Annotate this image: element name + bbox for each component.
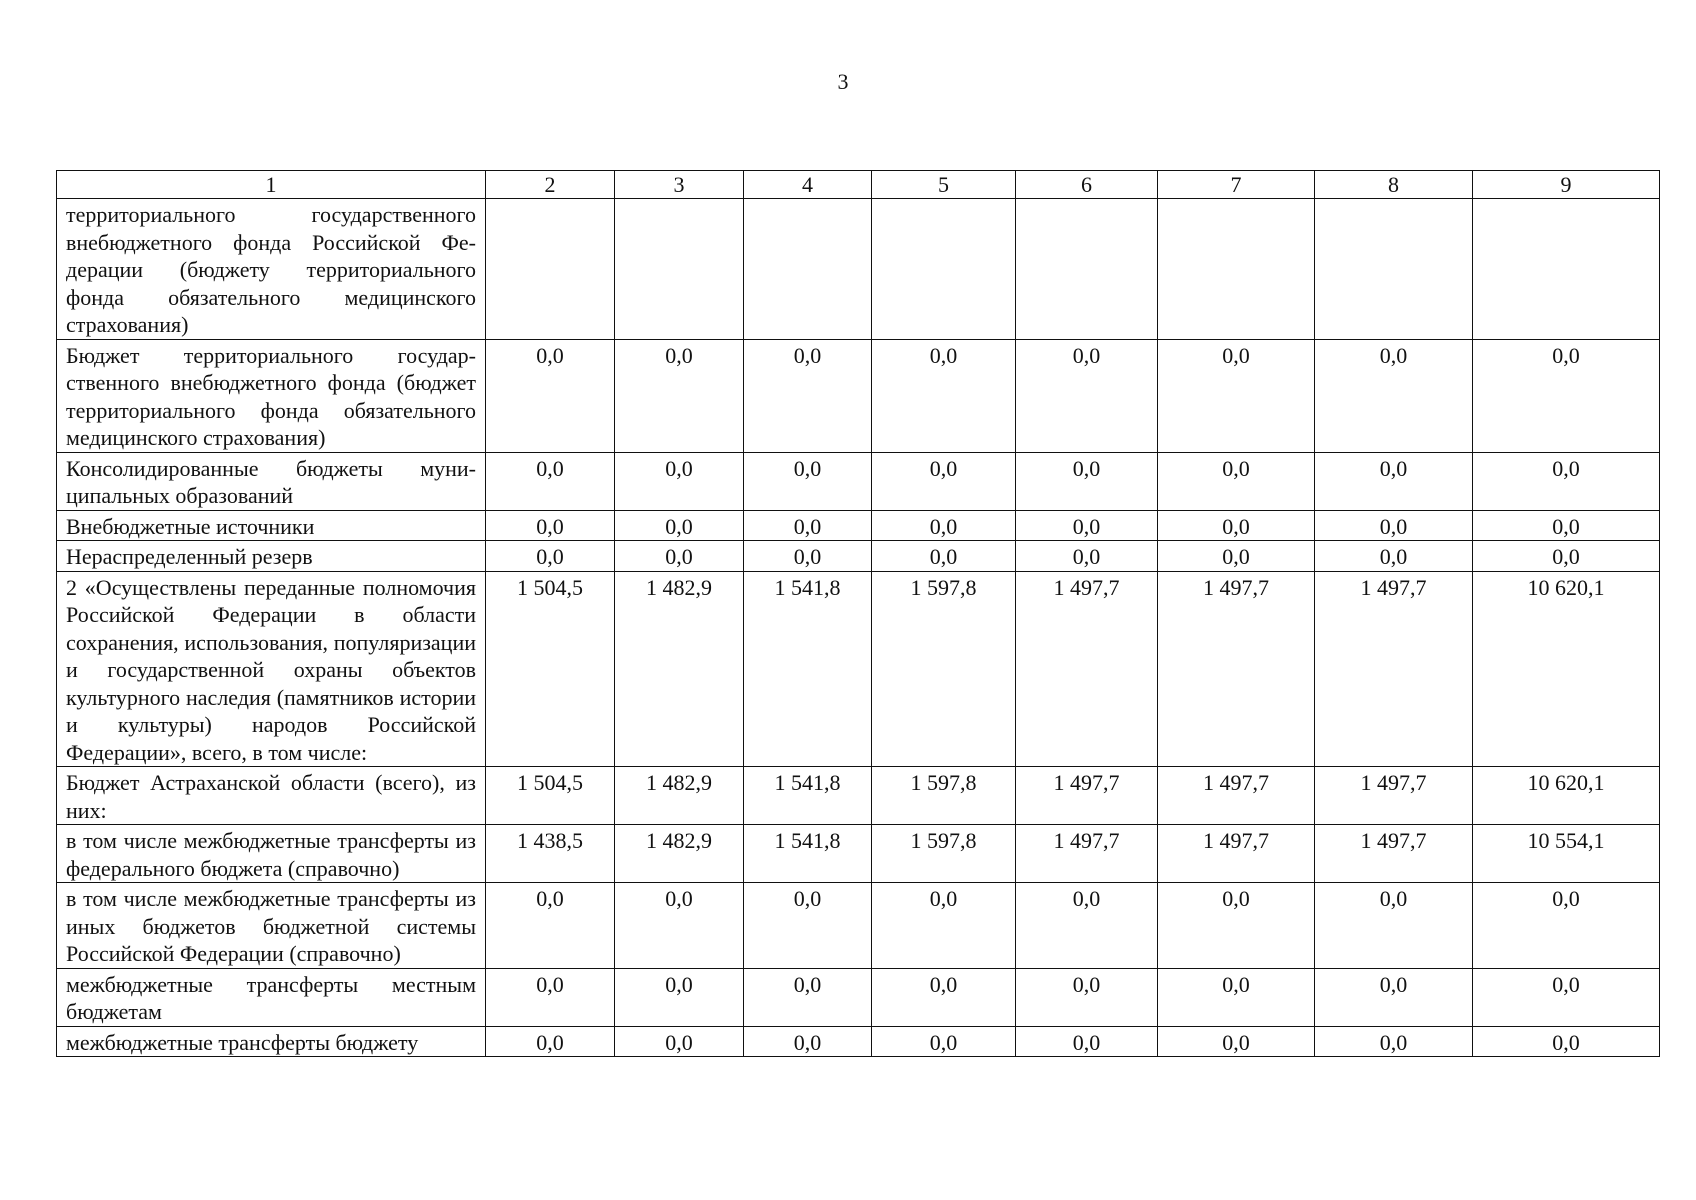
value-cell: 0,0 — [1473, 541, 1660, 572]
value-cell: 1 541,8 — [744, 825, 872, 883]
value-cell: 0,0 — [744, 883, 872, 969]
table-row — [57, 541, 1660, 572]
column-header: 1 — [57, 171, 486, 199]
value-cell: 0,0 — [615, 883, 744, 969]
column-header: 4 — [744, 171, 872, 199]
table-row — [57, 452, 1660, 510]
column-header: 6 — [1016, 171, 1158, 199]
value-cell: 1 482,9 — [615, 825, 744, 883]
table-row — [57, 571, 1660, 767]
row-label: межбюджетные трансферты бюджету — [57, 1026, 486, 1057]
value-cell: 0,0 — [1473, 1026, 1660, 1057]
value-cell: 0,0 — [1315, 1026, 1473, 1057]
table-row — [57, 1026, 1660, 1057]
value-cell: 10 620,1 — [1473, 571, 1660, 767]
row-label: Консолидированные бюджеты муниципальных образований — [57, 452, 486, 510]
value-cell: 0,0 — [1315, 968, 1473, 1026]
value-cell: 0,0 — [1315, 339, 1473, 452]
value-cell: 1 497,7 — [1315, 825, 1473, 883]
value-cell: 1 597,8 — [872, 571, 1016, 767]
row-label: 2 «Осуществлены переданные полномочия Российской Федерации в области сохранения, использования, популяризации и государственной охраны объектов культурного наследия (памятников истории и культуры) народов Российской Федерации», всего, в том числе: — [57, 571, 486, 767]
value-cell: 0,0 — [486, 883, 615, 969]
value-cell: 1 497,7 — [1158, 825, 1315, 883]
column-header: 3 — [615, 171, 744, 199]
value-cell: 0,0 — [872, 541, 1016, 572]
value-cell: 0,0 — [872, 452, 1016, 510]
value-cell: 1 541,8 — [744, 767, 872, 825]
value-cell: 0,0 — [872, 1026, 1016, 1057]
table-row — [57, 510, 1660, 541]
value-cell: 1 482,9 — [615, 571, 744, 767]
table-row — [57, 825, 1660, 883]
row-label: Бюджет Астраханской области (всего), из них: — [57, 767, 486, 825]
value-cell: 0,0 — [1016, 968, 1158, 1026]
value-cell: 1 438,5 — [486, 825, 615, 883]
value-cell: 10 620,1 — [1473, 767, 1660, 825]
value-cell — [1315, 199, 1473, 340]
table-header-row — [57, 171, 1660, 199]
value-cell: 0,0 — [1315, 452, 1473, 510]
value-cell: 1 497,7 — [1016, 767, 1158, 825]
column-header: 2 — [486, 171, 615, 199]
value-cell: 0,0 — [1016, 883, 1158, 969]
value-cell: 0,0 — [1158, 339, 1315, 452]
value-cell: 0,0 — [486, 1026, 615, 1057]
column-header: 7 — [1158, 171, 1315, 199]
value-cell: 0,0 — [872, 339, 1016, 452]
row-label: территориального государственного внебюджетного фонда Российской Федерации (бюджету территориального фонда обязательного медицинского страхования) — [57, 199, 486, 340]
value-cell: 0,0 — [744, 339, 872, 452]
value-cell: 1 504,5 — [486, 571, 615, 767]
value-cell — [486, 199, 615, 340]
value-cell: 1 497,7 — [1315, 571, 1473, 767]
value-cell: 0,0 — [1016, 510, 1158, 541]
value-cell: 0,0 — [744, 968, 872, 1026]
row-label: межбюджетные трансферты местным бюджетам — [57, 968, 486, 1026]
value-cell: 1 597,8 — [872, 767, 1016, 825]
value-cell: 0,0 — [486, 541, 615, 572]
table-row — [57, 767, 1660, 825]
value-cell: 1 597,8 — [872, 825, 1016, 883]
value-cell: 1 541,8 — [744, 571, 872, 767]
budget-table — [56, 170, 1660, 1057]
table-row — [57, 968, 1660, 1026]
value-cell: 0,0 — [872, 968, 1016, 1026]
value-cell: 0,0 — [615, 541, 744, 572]
value-cell: 0,0 — [1158, 968, 1315, 1026]
value-cell: 0,0 — [486, 510, 615, 541]
value-cell — [872, 199, 1016, 340]
value-cell: 0,0 — [615, 339, 744, 452]
value-cell — [615, 199, 744, 340]
row-label: в том числе межбюджетные трансферты из иных бюджетов бюджетной системы Российской Федерации (справочно) — [57, 883, 486, 969]
row-label: Внебюджетные источники — [57, 510, 486, 541]
row-label: Бюджет территориального государственного внебюджетного фонда (бюджет территориального фонда обязательного медицинского страхования) — [57, 339, 486, 452]
value-cell: 0,0 — [1315, 541, 1473, 572]
value-cell: 0,0 — [1158, 883, 1315, 969]
value-cell: 0,0 — [1473, 883, 1660, 969]
value-cell: 1 482,9 — [615, 767, 744, 825]
value-cell: 0,0 — [615, 452, 744, 510]
value-cell: 0,0 — [1473, 510, 1660, 541]
value-cell: 0,0 — [744, 510, 872, 541]
page-number: 3 — [837, 69, 849, 94]
value-cell: 1 497,7 — [1016, 825, 1158, 883]
value-cell: 10 554,1 — [1473, 825, 1660, 883]
table-row — [57, 199, 1660, 340]
value-cell: 0,0 — [615, 1026, 744, 1057]
value-cell: 0,0 — [1016, 452, 1158, 510]
value-cell: 0,0 — [1315, 510, 1473, 541]
value-cell — [744, 199, 872, 340]
value-cell: 0,0 — [1473, 968, 1660, 1026]
value-cell: 1 497,7 — [1315, 767, 1473, 825]
table-row — [57, 339, 1660, 452]
value-cell: 0,0 — [1158, 452, 1315, 510]
value-cell: 1 497,7 — [1158, 767, 1315, 825]
table-row — [57, 883, 1660, 969]
column-header: 5 — [872, 171, 1016, 199]
value-cell: 0,0 — [1473, 339, 1660, 452]
value-cell — [1016, 199, 1158, 340]
value-cell: 0,0 — [486, 452, 615, 510]
value-cell: 0,0 — [1473, 452, 1660, 510]
value-cell: 0,0 — [744, 541, 872, 572]
value-cell: 0,0 — [486, 339, 615, 452]
value-cell: 1 497,7 — [1158, 571, 1315, 767]
column-header: 8 — [1315, 171, 1473, 199]
value-cell: 0,0 — [744, 452, 872, 510]
value-cell: 0,0 — [1016, 1026, 1158, 1057]
table-body — [57, 199, 1660, 1057]
value-cell: 0,0 — [615, 968, 744, 1026]
value-cell: 0,0 — [1158, 541, 1315, 572]
value-cell — [1158, 199, 1315, 340]
value-cell: 0,0 — [486, 968, 615, 1026]
value-cell: 0,0 — [1158, 510, 1315, 541]
value-cell: 0,0 — [872, 510, 1016, 541]
row-label: в том числе межбюджетные трансферты из федерального бюджета (справочно) — [57, 825, 486, 883]
value-cell: 0,0 — [1315, 883, 1473, 969]
value-cell: 0,0 — [744, 1026, 872, 1057]
value-cell: 0,0 — [1016, 339, 1158, 452]
value-cell: 0,0 — [1158, 1026, 1315, 1057]
value-cell: 0,0 — [615, 510, 744, 541]
value-cell: 1 497,7 — [1016, 571, 1158, 767]
value-cell — [1473, 199, 1660, 340]
row-label: Нераспределенный резерв — [57, 541, 486, 572]
value-cell: 0,0 — [872, 883, 1016, 969]
column-header: 9 — [1473, 171, 1660, 199]
value-cell: 1 504,5 — [486, 767, 615, 825]
value-cell: 0,0 — [1016, 541, 1158, 572]
